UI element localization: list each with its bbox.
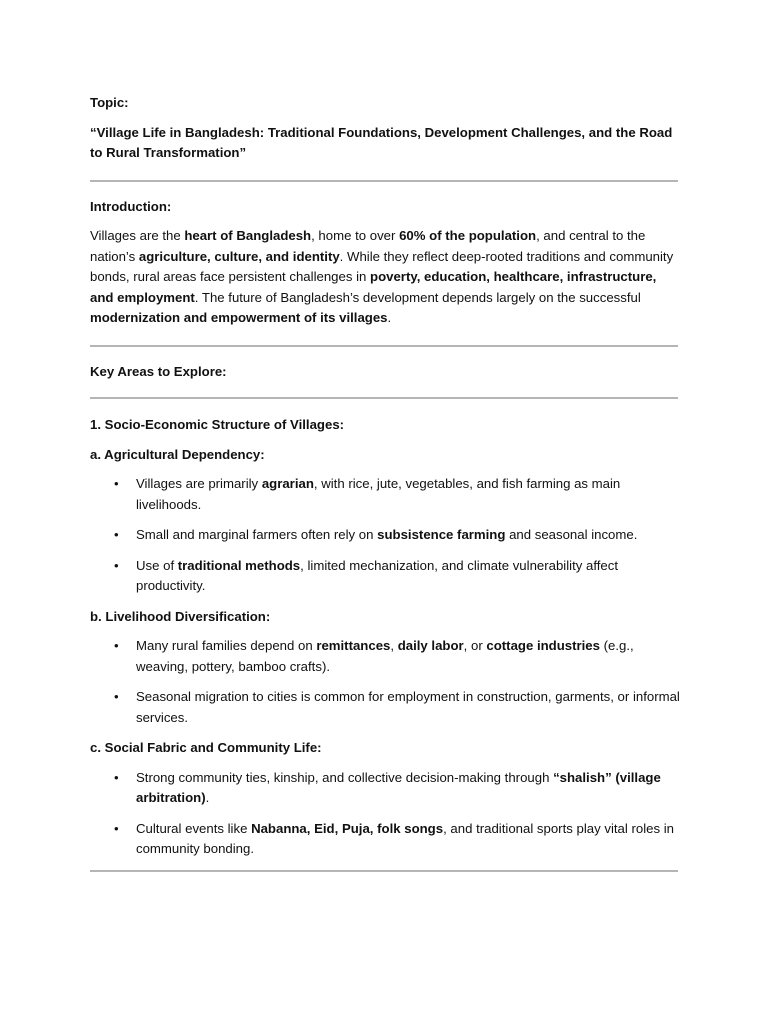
bullet-icon: • — [114, 527, 119, 542]
subsection-a-heading: a. Agricultural Dependency: — [90, 446, 265, 462]
subsection-a-list — [90, 474, 680, 597]
divider — [90, 345, 678, 347]
bullet-icon: • — [114, 476, 119, 491]
divider — [90, 180, 678, 182]
bullet-icon: • — [114, 557, 119, 573]
divider — [90, 870, 678, 872]
introduction-paragraph: Villages are the heart of Bangladesh, home to over 60% of the population, and central to the nation’s agriculture, culture, and identity. While they reflect deep-rooted traditions and community bonds, rural areas face persistent challenges in poverty, education, healthcare, infrastructure, and employment. The future of Bangladesh’s development depends largely on the successful modernization and empowerment of its villages. — [90, 228, 674, 325]
topic-title: “Village Life in Bangladesh: Traditional Foundations, Development Challenges, and the Road to Rural Transformation” — [90, 124, 673, 160]
subsection-b-list — [90, 636, 680, 728]
subsection-c-list — [90, 768, 680, 860]
subsection-c-heading: c. Social Fabric and Community Life: — [90, 740, 322, 755]
list-item: • Small and marginal farmers often rely on subsistence farming and seasonal income. — [90, 525, 680, 546]
key-areas-heading: Key Areas to Explore: — [90, 363, 227, 379]
list-item: • Many rural families depend on remittances, daily labor, or cottage industries (e.g., weaving, pottery, bamboo crafts). — [114, 638, 634, 674]
list-item: • Villages are primarily agrarian, with rice, jute, vegetables, and fish farming as main livelihoods. — [114, 476, 621, 512]
introduction-heading: Introduction: — [90, 198, 172, 214]
bullet-icon: • — [114, 689, 119, 704]
subsection-b-heading: b. Livelihood Diversification: — [90, 608, 271, 624]
list-item: • Seasonal migration to cities is common for employment in construction, garments, or informal services. — [114, 689, 680, 725]
list-item: • Use of traditional methods, limited mechanization, and climate vulnerability affect productivity. — [114, 557, 619, 593]
bullet-icon: • — [114, 820, 119, 836]
bullet-icon: • — [114, 638, 119, 653]
document-page — [90, 93, 680, 872]
bullet-icon: • — [114, 769, 119, 785]
section-1-heading: 1. Socio-Economic Structure of Villages: — [90, 417, 345, 432]
list-item: • Strong community ties, kinship, and collective decision-making through “shalish” (village arbitration). — [114, 769, 661, 805]
divider — [90, 397, 678, 399]
topic-label: Topic: — [90, 95, 129, 110]
list-item: • Cultural events like Nabanna, Eid, Puja, folk songs, and traditional sports play vital roles in community bonding. — [114, 820, 674, 856]
